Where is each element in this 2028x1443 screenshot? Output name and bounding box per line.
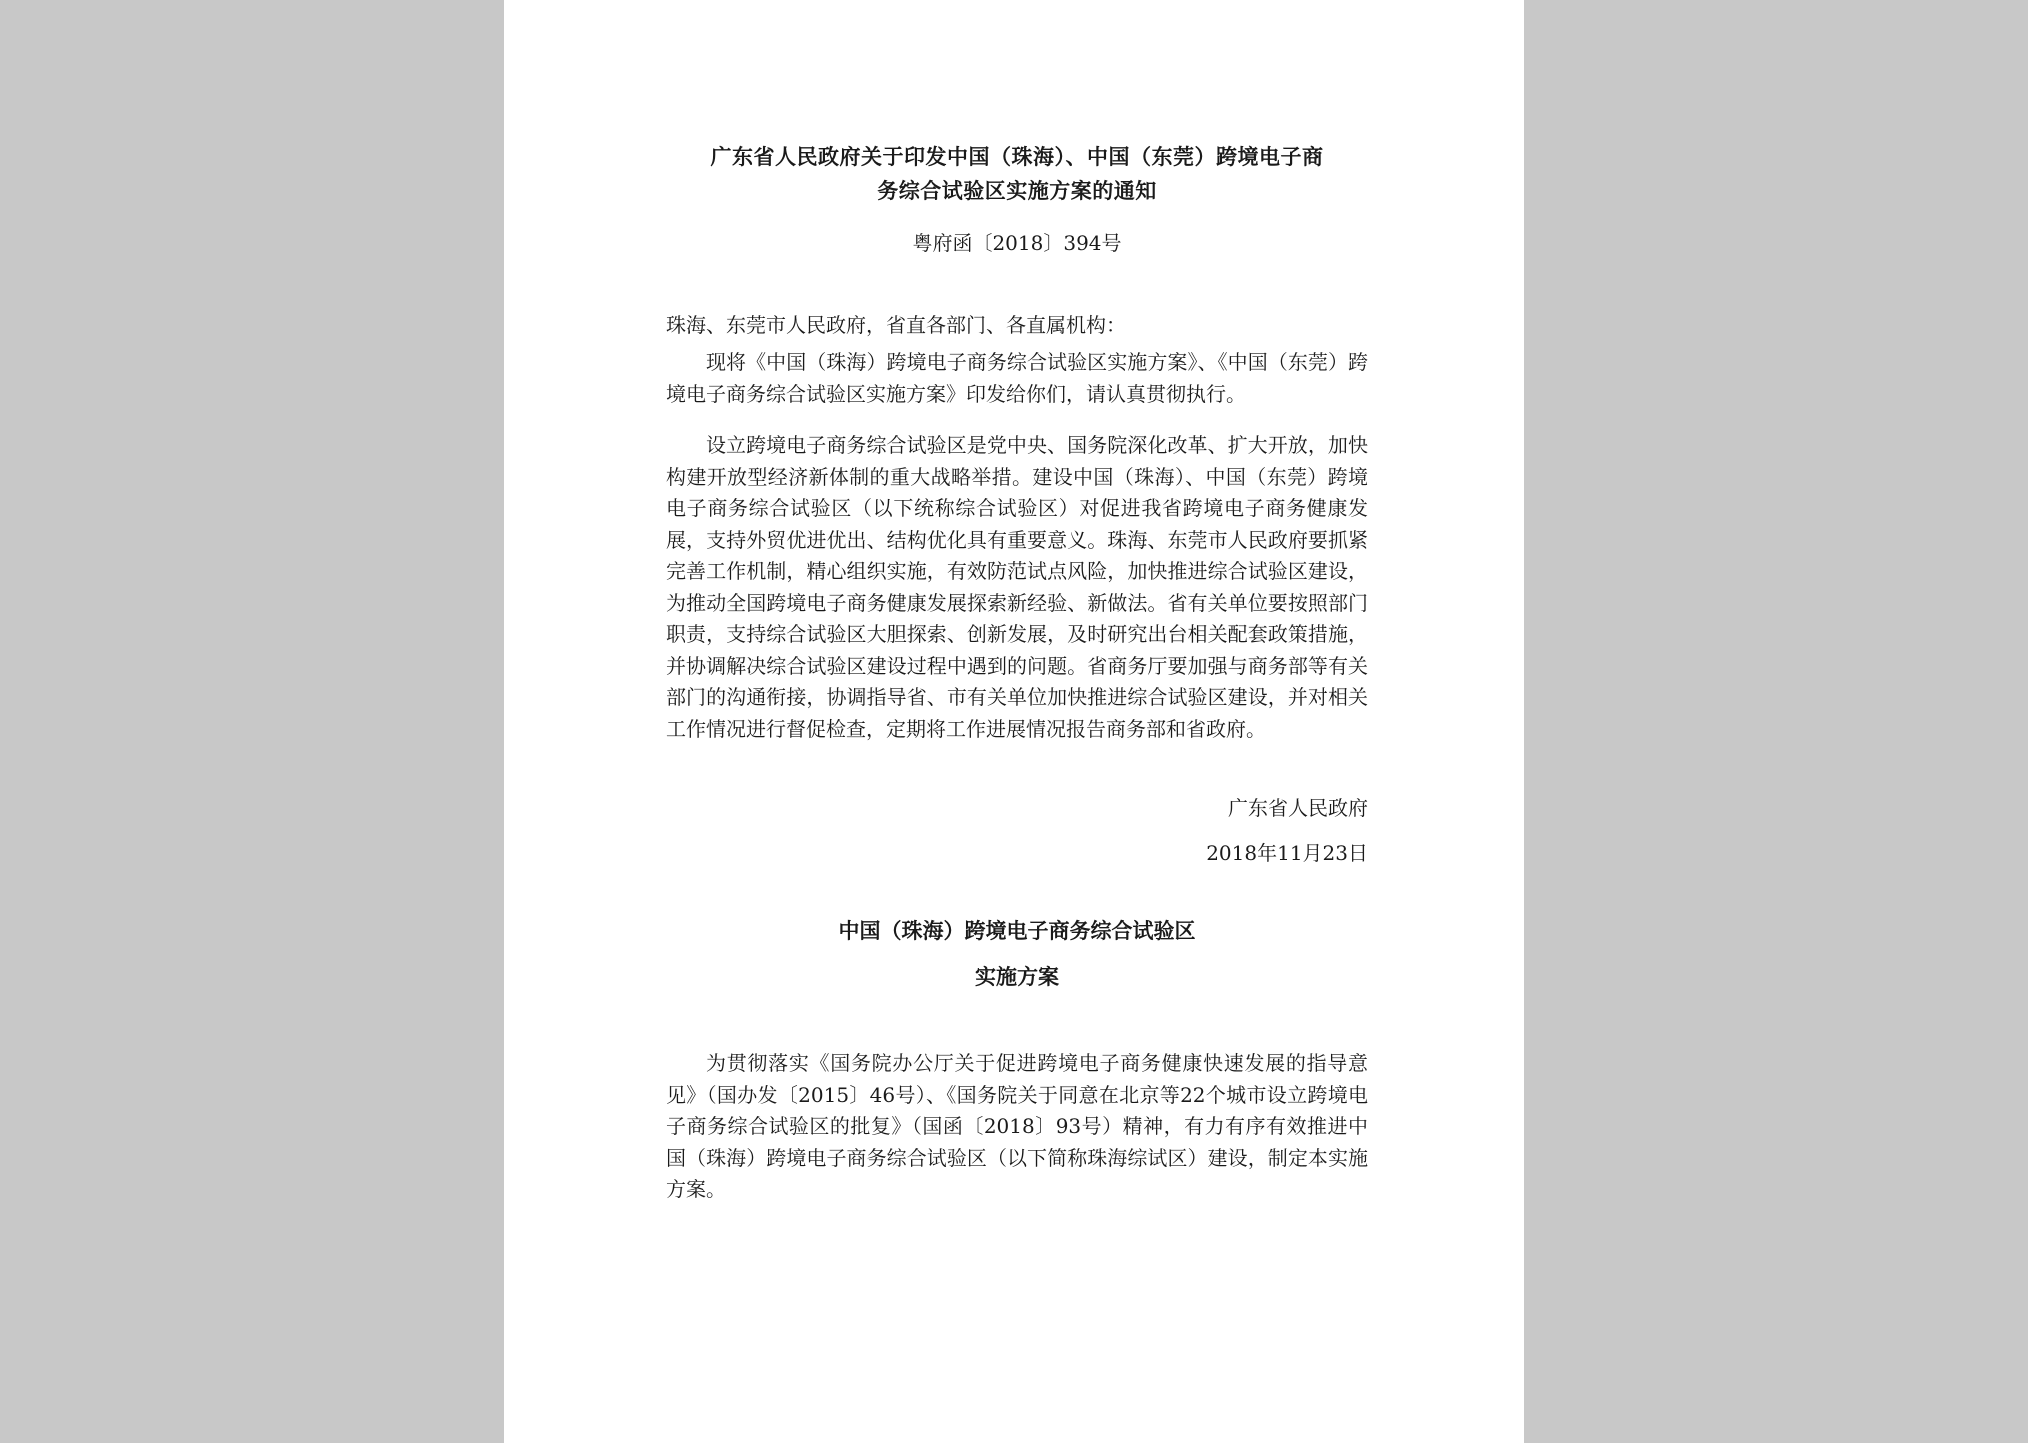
document-content [666,140,1368,1226]
document-title-line2: 务综合试验区实施方案的通知 [877,178,1157,203]
paragraph-2: 设立跨境电子商务综合试验区是党中央、国务院深化改革、扩大开放，加快构建开放型经济新体制的重大战略举措。建设中国（珠海）、中国（东莞）跨境电子商务综合试验区（以下统称综合试验区）对促进我省跨境电子商务健康发展，支持外贸优进优出、结构优化具有重要意义。珠海、东莞市人民政府要抓紧完善工作机制，精心组织实施，有效防范试点风险，加快推进综合试验区建设，为推动全国跨境电子商务健康发展探索新经验、新做法。省有关单位要按照部门职责，支持综合试验区大胆探索、创新发展，及时研究出台相关配套政策措施，并协调解决综合试验区建设过程中遇到的问题。省商务厅要加强与商务部等有关部门的沟通衔接，协调指导省、市有关单位加快推进综合试验区建设，并对相关工作情况进行督促检查，定期将工作进展情况报告商务部和省政府。 [666,433,1368,741]
plan-paragraph-1: 为贯彻落实《国务院办公厅关于促进跨境电子商务健康快速发展的指导意见》（国办发〔2015〕46号）、《国务院关于同意在北京等22个城市设立跨境电子商务综合试验区的批复》（国函〔2018〕93号）精神，有力有序有效推进中国（珠海）跨境电子商务综合试验区（以下简称珠海综试区）建设，制定本实施方案。 [666,1051,1368,1201]
salutation: 珠海、东莞市人民政府，省直各部门、各直属机构： [666,313,1126,337]
document-page [504,0,1524,1443]
document-number: 粤府函〔2018〕394号 [912,231,1122,255]
signature-organization: 广东省人民政府 [1228,796,1368,820]
signature-date: 2018年11月23日 [1206,841,1368,865]
plan-title-line2: 实施方案 [975,964,1059,989]
document-title [666,140,1368,208]
paragraph-1: 现将《中国（珠海）跨境电子商务综合试验区实施方案》、《中国（东莞）跨境电子商务综合试验区实施方案》印发给你们，请认真贯彻执行。 [666,350,1368,406]
document-title-line1: 广东省人民政府关于印发中国（珠海）、中国（东莞）跨境电子商 [710,144,1324,169]
plan-title-line1: 中国（珠海）跨境电子商务综合试验区 [838,918,1196,943]
